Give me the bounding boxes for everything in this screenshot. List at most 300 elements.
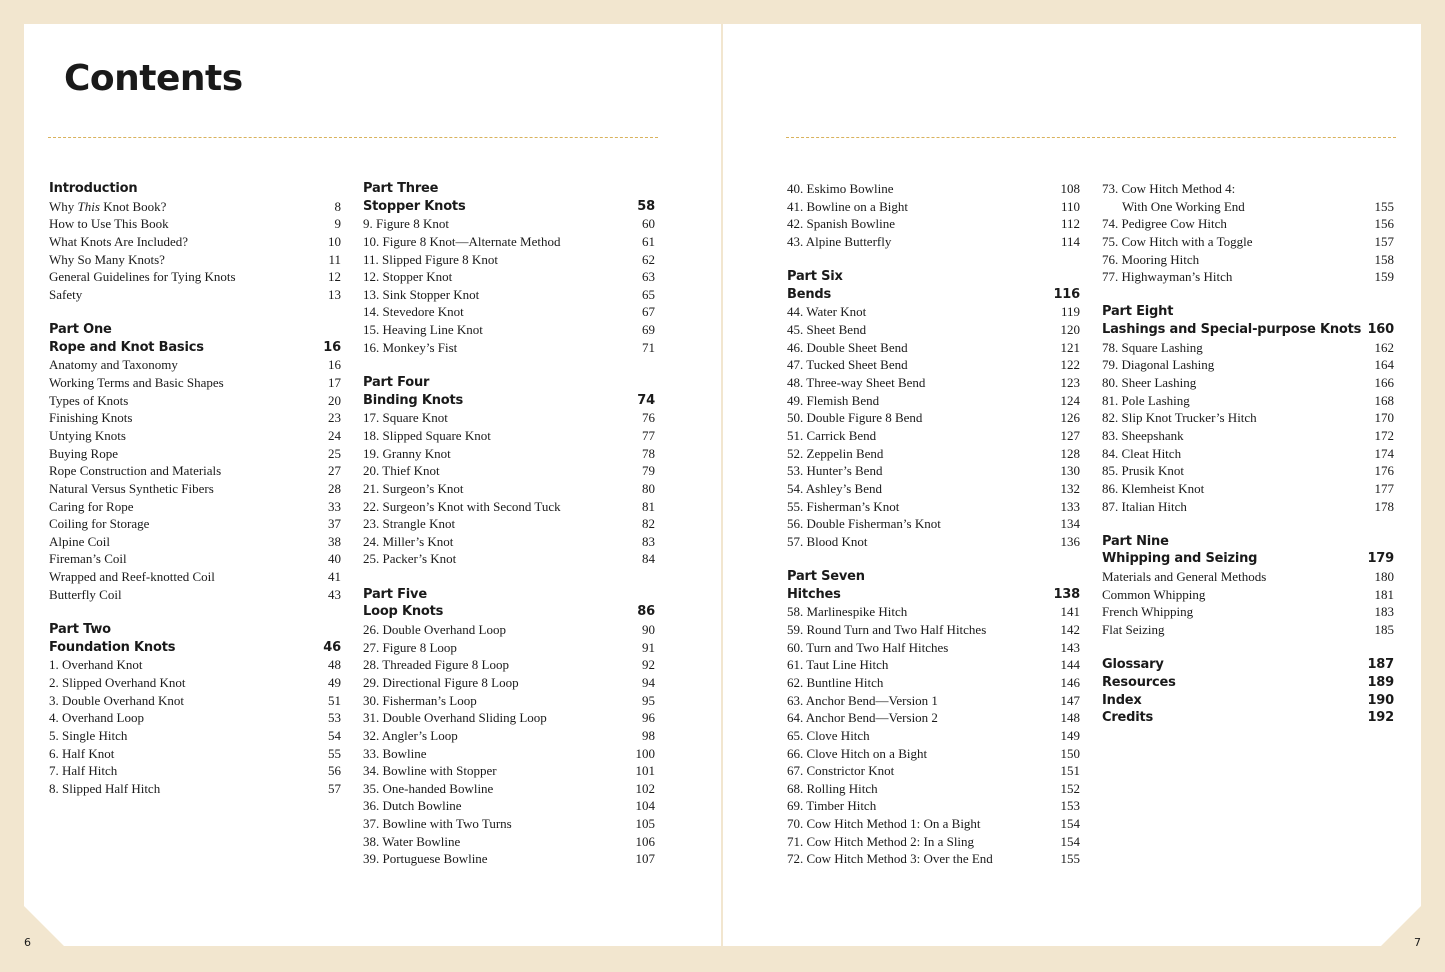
- entry-title: Part Eight: [1102, 304, 1174, 320]
- page-number: 62: [642, 251, 655, 267]
- spacer: [787, 251, 1080, 269]
- toc-entry: [787, 533, 1080, 551]
- page-number: 61: [642, 233, 655, 249]
- toc-entry: [1102, 621, 1394, 639]
- entry-title: 52. Zeppelin Bend: [787, 445, 884, 461]
- toc-entry: [49, 268, 341, 286]
- page-number: 57: [328, 780, 341, 796]
- page-number: 143: [1060, 639, 1080, 655]
- page-number: 174: [1374, 445, 1394, 461]
- entry-title: 38. Water Bowline: [363, 833, 461, 849]
- page-number: 9: [334, 216, 341, 232]
- toc-entry: [363, 850, 655, 868]
- toc-entry: [363, 268, 655, 286]
- page-number: 17: [328, 375, 341, 391]
- toc-entry: [49, 674, 341, 692]
- toc-entry: [787, 498, 1080, 516]
- toc-heading: [1102, 550, 1394, 568]
- page-number: 183: [1374, 604, 1394, 620]
- entry-title: Rope Construction and Materials: [49, 463, 222, 479]
- page-number: 91: [642, 639, 655, 655]
- toc-heading: [787, 286, 1080, 304]
- page-number: 133: [1060, 498, 1080, 514]
- page-number: 155: [1374, 198, 1394, 214]
- toc-entry: [49, 656, 341, 674]
- toc-entry: [787, 480, 1080, 498]
- entry-title: 2. Slipped Overhand Knot: [49, 674, 186, 690]
- entry-title: 58. Marlinespike Hitch: [787, 604, 908, 620]
- toc-entry: [49, 233, 341, 251]
- entry-title: 78. Square Lashing: [1102, 339, 1203, 355]
- toc-heading: [787, 268, 1080, 286]
- entry-title: Types of Knots: [49, 392, 129, 408]
- page-number: 119: [1060, 304, 1080, 320]
- entry-title: 27. Figure 8 Loop: [363, 639, 457, 655]
- page-number: 121: [1060, 339, 1080, 355]
- toc-entry: [787, 639, 1080, 657]
- toc-entry: [49, 586, 341, 604]
- entry-title: 11. Slipped Figure 8 Knot: [363, 251, 498, 267]
- toc-entry: [1102, 339, 1394, 357]
- page-number: 154: [1060, 816, 1080, 832]
- entry-title: Untying Knots: [49, 427, 126, 443]
- toc-heading: [363, 603, 655, 621]
- entry-title: 71. Cow Hitch Method 2: In a Sling: [787, 833, 975, 849]
- page-number: 27: [328, 463, 341, 479]
- toc-entry: [1102, 568, 1394, 586]
- entry-title: 84. Cleat Hitch: [1102, 445, 1182, 461]
- toc-entry: [363, 745, 655, 763]
- page-number: 48: [328, 657, 341, 673]
- toc-entry: [49, 692, 341, 710]
- entry-title: 81. Pole Lashing: [1102, 392, 1190, 408]
- entry-title: What Knots Are Included?: [49, 233, 188, 249]
- entry-title: Caring for Rope: [49, 498, 134, 514]
- toc-entry: [49, 533, 341, 551]
- toc-heading: [1102, 656, 1394, 674]
- toc-entry: [363, 621, 655, 639]
- entry-title: 30. Fisherman’s Loop: [363, 692, 477, 708]
- toc-entry: [49, 780, 341, 798]
- toc-entry: [363, 797, 655, 815]
- entry-title: Part Five: [363, 586, 427, 602]
- entry-title: 22. Surgeon’s Knot with Second Tuck: [363, 498, 561, 514]
- page-number: 179: [1367, 551, 1394, 567]
- page-number: 80: [642, 480, 655, 496]
- toc-entry: [363, 639, 655, 657]
- entry-title: 62. Buntline Hitch: [787, 674, 884, 690]
- page-number: 127: [1060, 427, 1080, 443]
- entry-title: 86. Klemheist Knot: [1102, 480, 1205, 496]
- toc-entry: [787, 727, 1080, 745]
- entry-title: 83. Sheepshank: [1102, 427, 1184, 443]
- page-number: 190: [1367, 692, 1394, 708]
- entry-title: Foundation Knots: [49, 639, 176, 655]
- entry-title: 60. Turn and Two Half Hitches: [787, 639, 949, 655]
- toc-entry: [363, 445, 655, 463]
- entry-title: Part Four: [363, 375, 430, 391]
- entry-title: 51. Carrick Bend: [787, 427, 877, 443]
- entry-title: Resources: [1102, 674, 1176, 690]
- page-number: 155: [1060, 851, 1080, 867]
- toc-entry: [1102, 392, 1394, 410]
- entry-title: Buying Rope: [49, 445, 118, 461]
- toc-entry: [1102, 233, 1394, 251]
- toc-entry: [49, 215, 341, 233]
- toc-entry: [363, 498, 655, 516]
- toc-entry: [363, 533, 655, 551]
- page-number: 23: [328, 410, 341, 426]
- page-number: 51: [328, 692, 341, 708]
- entry-title: 33. Bowline: [363, 745, 427, 761]
- page-number: 38: [328, 533, 341, 549]
- entry-title: Whipping and Seizing: [1102, 551, 1258, 567]
- toc-heading: [787, 586, 1080, 604]
- page-number: 105: [635, 816, 655, 832]
- toc-entry: [49, 409, 341, 427]
- page-number: 177: [1374, 480, 1394, 496]
- page-number: 130: [1060, 463, 1080, 479]
- entry-title: 67. Constrictor Knot: [787, 763, 895, 779]
- page-number: 114: [1060, 233, 1080, 249]
- toc-heading: [49, 339, 341, 357]
- toc-heading: [1102, 303, 1394, 321]
- page-number: 158: [1374, 251, 1394, 267]
- page-number: 157: [1374, 233, 1394, 249]
- page-number: 100: [635, 745, 655, 761]
- entry-title: Part Two: [49, 622, 111, 638]
- toc-entry: [49, 356, 341, 374]
- page-number: 181: [1374, 586, 1394, 602]
- page-number: 84: [642, 551, 655, 567]
- toc-entry: [49, 727, 341, 745]
- toc-entry: [1102, 462, 1394, 480]
- toc-entry: [49, 709, 341, 727]
- entry-title: Anatomy and Taxonomy: [49, 357, 178, 373]
- toc-entry: [787, 303, 1080, 321]
- toc-entry: [787, 762, 1080, 780]
- entry-title: 36. Dutch Bowline: [363, 798, 462, 814]
- entry-title: 73. Cow Hitch Method 4:: [1102, 181, 1236, 196]
- page-number: 128: [1060, 445, 1080, 461]
- toc-entry: [787, 462, 1080, 480]
- entry-title: 55. Fisherman’s Knot: [787, 498, 900, 514]
- entry-title: General Guidelines for Tying Knots: [49, 269, 236, 285]
- entry-title: 14. Stevedore Knot: [363, 304, 464, 320]
- page-number: 13: [328, 286, 341, 302]
- entry-title: 59. Round Turn and Two Half Hitches: [787, 622, 987, 638]
- entry-title: 29. Directional Figure 8 Loop: [363, 674, 519, 690]
- page-number: 86: [637, 604, 655, 620]
- page-number: 170: [1374, 410, 1394, 426]
- page-number-right: 7: [1414, 936, 1421, 949]
- entry-title: Part Three: [363, 181, 439, 196]
- page-number: 28: [328, 480, 341, 496]
- toc-entry: [787, 656, 1080, 674]
- toc-entry: [363, 339, 655, 357]
- toc-heading: [787, 568, 1080, 586]
- toc-entry: [787, 445, 1080, 463]
- toc-entry: [787, 427, 1080, 445]
- toc-entry: [787, 780, 1080, 798]
- toc-entry: [787, 215, 1080, 233]
- page-number: 46: [323, 639, 341, 655]
- toc-entry: [49, 392, 341, 410]
- entry-title: 31. Double Overhand Sliding Loop: [363, 710, 547, 726]
- page-number: 159: [1374, 269, 1394, 285]
- toc-entry: [1102, 180, 1394, 198]
- entry-title: 26. Double Overhand Loop: [363, 622, 506, 638]
- toc-entry: [49, 515, 341, 533]
- page-number: 149: [1060, 727, 1080, 743]
- page-number: 63: [642, 269, 655, 285]
- page-number: 160: [1367, 322, 1394, 338]
- page-number: 144: [1060, 657, 1080, 673]
- page-number: 189: [1367, 674, 1394, 690]
- entry-title: 12. Stopper Knot: [363, 269, 453, 285]
- toc-entry: [787, 409, 1080, 427]
- toc-entry: [363, 780, 655, 798]
- entry-title: 66. Clove Hitch on a Bight: [787, 745, 928, 761]
- entry-title: 53. Hunter’s Bend: [787, 463, 883, 479]
- entry-title: 13. Sink Stopper Knot: [363, 286, 480, 302]
- page-number: 126: [1060, 410, 1080, 426]
- toc-entry: [1102, 215, 1394, 233]
- toc-column-2: [363, 180, 655, 868]
- page-number: 142: [1060, 622, 1080, 638]
- divider-rule-right: [786, 137, 1396, 138]
- page-number: 116: [1053, 286, 1080, 302]
- page-number: 56: [328, 763, 341, 779]
- page-number: 146: [1060, 674, 1080, 690]
- entry-title: With One Working End: [1122, 198, 1245, 214]
- entry-title: 20. Thief Knot: [363, 463, 440, 479]
- entry-title: 82. Slip Knot Trucker’s Hitch: [1102, 410, 1257, 426]
- entry-title: 17. Square Knot: [363, 410, 448, 426]
- spacer: [1102, 286, 1394, 304]
- entry-title: 3. Double Overhand Knot: [49, 692, 185, 708]
- entry-title: Lashings and Special-purpose Knots: [1102, 322, 1362, 338]
- entry-title: 54. Ashley’s Bend: [787, 480, 882, 496]
- entry-title: 34. Bowline with Stopper: [363, 763, 497, 779]
- entry-title: Finishing Knots: [49, 410, 133, 426]
- toc-heading: [1102, 533, 1394, 551]
- toc-entry: [363, 515, 655, 533]
- entry-title: 69. Timber Hitch: [787, 798, 877, 814]
- toc-entry: [1102, 374, 1394, 392]
- entry-title: Alpine Coil: [49, 533, 111, 549]
- entry-title: 5. Single Hitch: [49, 727, 128, 743]
- toc-entry: [49, 550, 341, 568]
- toc-entry: [49, 498, 341, 516]
- toc-entry: [1102, 427, 1394, 445]
- toc-entry: [787, 198, 1080, 216]
- toc-entry: [363, 762, 655, 780]
- toc-entry: [49, 251, 341, 269]
- toc-entry: [363, 815, 655, 833]
- toc-entry: [363, 674, 655, 692]
- entry-title: Introduction: [49, 181, 138, 196]
- spacer: [787, 550, 1080, 568]
- page-number: 136: [1060, 533, 1080, 549]
- entry-title: Credits: [1102, 710, 1154, 726]
- page-number: 16: [323, 339, 341, 355]
- page-number: 16: [328, 357, 341, 373]
- toc-heading: [363, 586, 655, 604]
- entry-title: 72. Cow Hitch Method 3: Over the End: [787, 851, 993, 867]
- spacer: [363, 356, 655, 374]
- toc-entry: [49, 745, 341, 763]
- page-number: 83: [642, 533, 655, 549]
- entry-title: 70. Cow Hitch Method 1: On a Bight: [787, 816, 981, 832]
- page-number: 120: [1060, 322, 1080, 338]
- entry-title: Coiling for Storage: [49, 516, 150, 532]
- entry-title: Glossary: [1102, 657, 1164, 673]
- toc-entry: [49, 568, 341, 586]
- entry-title: Butterfly Coil: [49, 586, 122, 602]
- page-number: 151: [1060, 763, 1080, 779]
- toc-entry: [363, 833, 655, 851]
- page-number: 162: [1374, 339, 1394, 355]
- toc-entry: [787, 374, 1080, 392]
- entry-title: 16. Monkey’s Fist: [363, 339, 458, 355]
- toc-entry: [1102, 480, 1394, 498]
- page-number: 178: [1374, 498, 1394, 514]
- toc-entry: [787, 233, 1080, 251]
- toc-entry: [787, 797, 1080, 815]
- page-number: 78: [642, 445, 655, 461]
- toc-entry: [363, 480, 655, 498]
- page-number: 147: [1060, 692, 1080, 708]
- page-number: 168: [1374, 392, 1394, 408]
- page-number: 60: [642, 216, 655, 232]
- toc-heading: [1102, 692, 1394, 710]
- toc-entry: [787, 621, 1080, 639]
- toc-entry: [363, 409, 655, 427]
- page-number: 69: [642, 322, 655, 338]
- entry-title: 18. Slipped Square Knot: [363, 427, 491, 443]
- toc-heading: [363, 198, 655, 216]
- entry-title: Hitches: [787, 586, 841, 602]
- toc-entry: [49, 445, 341, 463]
- page-number: 134: [1060, 516, 1080, 532]
- toc-entry: [787, 515, 1080, 533]
- page-title: Contents: [64, 58, 243, 99]
- toc-heading: [49, 321, 341, 339]
- toc-heading: [363, 374, 655, 392]
- toc-entry: [363, 321, 655, 339]
- spacer: [49, 303, 341, 321]
- entry-title: 41. Bowline on a Bight: [787, 198, 908, 214]
- page-number: 104: [635, 798, 655, 814]
- page-number-left: 6: [24, 936, 31, 949]
- entry-title: 28. Threaded Figure 8 Loop: [363, 657, 509, 673]
- toc-entry: [363, 251, 655, 269]
- entry-title: Binding Knots: [363, 392, 464, 408]
- entry-title: 77. Highwayman’s Hitch: [1102, 269, 1233, 285]
- page-number: 94: [642, 674, 655, 690]
- entry-title: Flat Seizing: [1102, 622, 1165, 638]
- page-number: 49: [328, 674, 341, 690]
- entry-title: 39. Portuguese Bowline: [363, 851, 488, 867]
- toc-entry: [1102, 268, 1394, 286]
- page-number: 76: [642, 410, 655, 426]
- page-number: 152: [1060, 780, 1080, 796]
- page-number: 110: [1060, 198, 1080, 214]
- toc-entry: [49, 462, 341, 480]
- page-number: 180: [1374, 569, 1394, 585]
- entry-title: Wrapped and Reef-knotted Coil: [49, 569, 215, 585]
- entry-title: 87. Italian Hitch: [1102, 498, 1187, 514]
- entry-title: 44. Water Knot: [787, 304, 867, 320]
- page-number: 8: [334, 198, 341, 214]
- divider-rule-left: [48, 137, 658, 138]
- entry-title: Common Whipping: [1102, 586, 1206, 602]
- toc-entry: [49, 480, 341, 498]
- entry-title: How to Use This Book: [49, 216, 169, 232]
- page-number: 108: [1060, 181, 1080, 196]
- spacer: [1102, 639, 1394, 657]
- toc-entry: [363, 692, 655, 710]
- entry-title: 85. Prusik Knot: [1102, 463, 1184, 479]
- entry-title: 10. Figure 8 Knot—Alternate Method: [363, 233, 561, 249]
- toc-entry: [49, 427, 341, 445]
- page-number: 124: [1060, 392, 1080, 408]
- toc-entry: [787, 815, 1080, 833]
- toc-entry: [787, 321, 1080, 339]
- toc-entry: [787, 850, 1080, 868]
- entry-title: 9. Figure 8 Knot: [363, 216, 449, 232]
- toc-entry: [363, 303, 655, 321]
- entry-title: 80. Sheer Lashing: [1102, 375, 1197, 391]
- page-number: 98: [642, 727, 655, 743]
- entry-title: 7. Half Hitch: [49, 763, 118, 779]
- page-number: 58: [637, 198, 655, 214]
- page-number: 12: [328, 269, 341, 285]
- page-number: 67: [642, 304, 655, 320]
- page-number: 154: [1060, 833, 1080, 849]
- entry-title: 49. Flemish Bend: [787, 392, 880, 408]
- entry-title: 63. Anchor Bend—Version 1: [787, 692, 938, 708]
- entry-title: Natural Versus Synthetic Fibers: [49, 480, 214, 496]
- toc-entry: [1102, 356, 1394, 374]
- entry-title: 76. Mooring Hitch: [1102, 251, 1200, 267]
- toc-column-4: [1102, 180, 1394, 727]
- toc-entry: [1102, 586, 1394, 604]
- page-number: 107: [635, 851, 655, 867]
- page-number: 20: [328, 392, 341, 408]
- page-number: 33: [328, 498, 341, 514]
- entry-title: Working Terms and Basic Shapes: [49, 375, 224, 391]
- entry-title: Part Nine: [1102, 533, 1169, 549]
- entry-title: Part One: [49, 322, 112, 338]
- page-number: 96: [642, 710, 655, 726]
- toc-heading: [1102, 674, 1394, 692]
- entry-title: Loop Knots: [363, 604, 444, 620]
- entry-title: Rope and Knot Basics: [49, 339, 204, 355]
- page-number: 79: [642, 463, 655, 479]
- page-number: 54: [328, 727, 341, 743]
- toc-heading: [49, 621, 341, 639]
- entry-title: 75. Cow Hitch with a Toggle: [1102, 233, 1253, 249]
- page-number: 106: [635, 833, 655, 849]
- toc-entry: [1102, 603, 1394, 621]
- page-number: 153: [1060, 798, 1080, 814]
- toc-entry: [787, 745, 1080, 763]
- page-number: 43: [328, 586, 341, 602]
- page-number: 122: [1060, 357, 1080, 373]
- toc-entry: [49, 374, 341, 392]
